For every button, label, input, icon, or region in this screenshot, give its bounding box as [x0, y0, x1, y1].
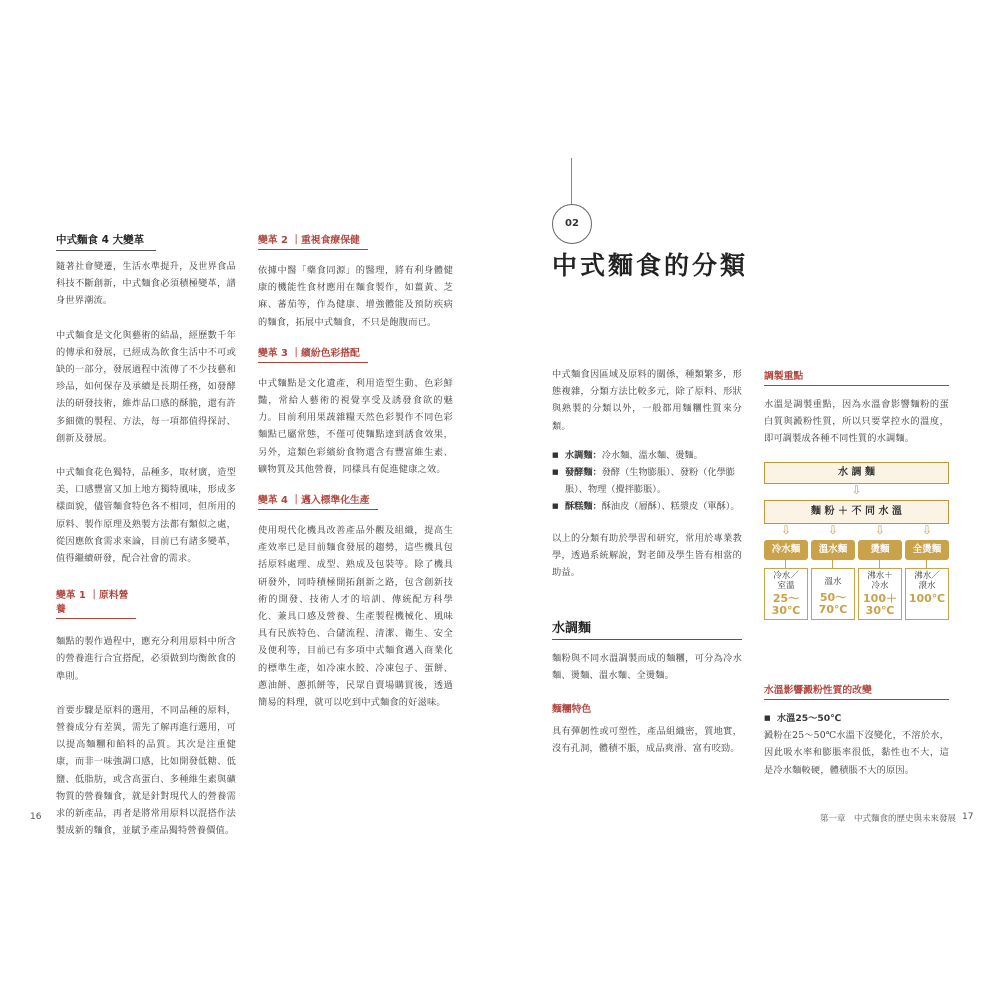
chapter-title: 中式麵食的分類: [552, 251, 749, 280]
temp-value: 100＋30℃: [863, 592, 897, 617]
arrow-down-icon: ⇩: [921, 523, 933, 537]
bullet-text: 酥油皮（層酥）、糕漿皮（單酥）。: [601, 501, 740, 513]
water-dough-diagram: [764, 462, 949, 642]
temp-cold: [764, 568, 808, 620]
chapter-number-circle: 02: [552, 204, 592, 244]
arrow-down-icon: ⇩: [780, 523, 792, 537]
right-column-2-lower: [764, 682, 949, 779]
change4-body: 使用現代化機具改善產品外觀及組織，提高生產效率已是目前麵食發展的趨勢，這些機具包括原料處理、成型、熟成及包裝等。除了機具研發外，同時積極開拓創新之路，包含創新技術的開發、技術人才的培訓、傳統配方科學化、兼具口感及營養、生產製程機械化、風味具有民族特色、合儲流程、清潔、衛生、安全及便利等，目前已有多項中式麵食邁入商業化的標準生產，如冷凍水餃、冷凍包子、蛋餅、蔥油餅、蔥抓餅等，民眾自賣場購買後，透過簡易的料理，就可以吃到中式麵食的好滋味。: [258, 525, 453, 709]
connector-row: [764, 560, 949, 568]
temp-label: 冷水／室溫: [773, 571, 799, 591]
diagram-top-box: 水 調 麵: [764, 462, 949, 484]
temp-effect-list: [764, 710, 949, 727]
change2-underline: [258, 249, 368, 250]
left-page-number: 16: [30, 812, 42, 822]
arrow-down-icon: ⇩: [851, 483, 862, 497]
right-page-number: 17: [962, 812, 974, 822]
right-column-1: [552, 366, 742, 757]
temp-hot: [858, 568, 902, 620]
bullet-text: 發酵（生物膨脹）、發粉（化學膨脹）、物理（攪拌膨脹）。: [565, 467, 735, 496]
change2-title: 變革 2 ｜重視食療保健: [258, 235, 360, 246]
bullet-label: 發酵麵：: [565, 467, 602, 479]
change1-paragraph-1: 麵點的製作過程中，應充分利用原料中所含的營養進行合宜搭配，必須做到均衡飲食的準則。: [56, 636, 236, 682]
classification-intro: 中式麵食因區域及原料的關係，種類繁多，形態複雜，分類方法比較多元，除了原料、形狀與熟製的分類以外，一般都用麵糰性質來分類。: [552, 369, 742, 432]
temp-label: 沸水＋冷水: [867, 571, 893, 591]
intro-paragraph-2: 中式麵食是文化與藝術的結晶，經歷數千年的傳承和發展，已經成為飲食生活中不可或缺的一部分，發展過程中流傳了不少技藝和珍品，如何保存及承續是長期任務，如發酵法的研發技術，維炸品口感的酥脆，還有許多細微的製程、方法，每一項都值得探討、創新及發展。: [56, 329, 236, 444]
type-warm-water: 溫水麵: [811, 540, 855, 560]
chapter-line: [571, 158, 572, 204]
bullet-text: 冷水麵、溫水麵、燙麵。: [601, 449, 703, 461]
change4-underline: [258, 509, 378, 510]
left-section-heading: [56, 232, 156, 251]
temp-effect-underline: [764, 699, 949, 700]
water-dough-body: 麵粉與不同水溫調製而成的麵糰，可分為冷水麵、燙麵、溫水麵、全燙麵。: [552, 653, 742, 682]
change3-body: 中式麵點是文化遺產，利用造型生動、色彩鮮豔，常給人藝術的視覺享受及誘發食欲的魅力。目前利用果蔬雜糧天然色彩製作不同色彩麵點已屬常態，不僅可使麵點達到誘食效果，另外，這類色彩繽紛食物還含有豐富維生素、礦物質及其他營養，同樣具有促進健康之效。: [258, 377, 453, 475]
bullet-label: 酥糕麵：: [565, 501, 602, 513]
list-item: [552, 498, 742, 515]
list-item: [764, 710, 949, 727]
temp-label: 溫水: [824, 577, 842, 587]
connector-line: [785, 560, 786, 568]
temp-value: 25～30℃: [771, 592, 801, 617]
key-points-underline: [764, 385, 949, 386]
left-column-2: [258, 232, 453, 711]
right-column-2: [764, 368, 949, 448]
intro-paragraph-1: 隨著社會變遷，生活水準提升，及世界食品科技不斷創新，中式麵食必須積極變革，譜身世界潮流。: [56, 261, 236, 307]
change1-paragraph-2: 首要步驟是原料的選用，不同品種的原料，營養成分有差異，需先了解再進行選用，可以提高麵糰和餡料的品質。其次是注重健康，而非一味強調口感，比如開發低糖、低鹽、低脂肪，或含高蛋白、多種維生素與礦物質的營養麵食，就是針對現代人的營養需求的新產品，再者是將常用原料以混搭作法製成新的麵食，並賦予產品獨特營養價值。: [56, 704, 236, 837]
classification-summary: 以上的分類有助於學習和研究，常用於專業教學，透過系統解說，對老師及學生皆有相當的助益。: [552, 532, 742, 579]
intro-paragraph-3: 中式麵食花色獨特，品種多，取材廣，造型美，口感豐富又加上地方獨特風味，形成多樣面貌，儘管麵食特色各不相同，但所用的原料、製作原理及熟製方法都有類似之處，從因應飲食需求來論，目前已有諸多變革，值得繼續研發，配合社會的需求。: [56, 467, 236, 565]
temp-label: 沸水／滾水: [914, 571, 940, 591]
temp-value: 50～70℃: [818, 591, 848, 616]
dough-characteristics-title: 麵糰特色: [552, 703, 592, 715]
connector-line: [926, 560, 927, 568]
temp-effect-body: 澱粉在25～50℃水溫下沒變化，不溶於水，因此吸水率和膨脹率很低，黏性也不大，這是冷水麵較硬，體積脹不大的原因。: [764, 730, 949, 776]
type-full-hot-water: 全燙麵: [905, 540, 949, 560]
temp-value: 100℃: [908, 592, 946, 605]
bullet-label: 水溫25～50℃: [777, 713, 842, 724]
temp-effect-title: 水溫影響澱粉性質的改變: [764, 685, 872, 696]
arrow-down-icon: ⇩: [827, 523, 839, 537]
left-column-1: [56, 258, 236, 839]
change2-body: 依據中醫「藥食同源」的醫理，將有利身體健康的機能性食材應用在麵食製作，如薑黃、芝麻、蕃茄等，作為健康、增強體能及預防疾病的麵食，拓展中式麵食，不只是飽腹而已。: [258, 265, 453, 328]
connector-line: [879, 560, 880, 568]
change4-title: 變革 4 ｜邁入標準化生產: [258, 495, 370, 507]
running-footer: 第一章 中式麵食的歷史與未來發展: [820, 814, 957, 824]
change3-title: 變革 3 ｜繽紛色彩搭配: [258, 347, 360, 359]
key-points-title: 調製重點: [764, 371, 804, 382]
section-title: 中式麵食 4 大變革: [56, 232, 156, 251]
list-item: [552, 464, 742, 498]
bullet-label: 水調麵：: [565, 449, 602, 461]
change3-underline: [258, 362, 368, 363]
temp-boiling: [905, 568, 949, 620]
diagram-mid-box: 麵 粉 ＋ 不 同 水 溫: [764, 500, 949, 524]
connector-line: [832, 560, 833, 568]
dough-characteristics-body: 具有彈韌性或可塑性，產品組織密，質地實，沒有孔洞，體積不脹，成品爽滑、富有咬勁。: [552, 725, 742, 754]
change1-title: 變革 1 ｜原料營養: [56, 587, 136, 619]
type-hot-water: 燙麵: [858, 540, 902, 560]
classification-list: [552, 447, 742, 516]
type-cold-water: 冷水麵: [764, 540, 808, 560]
arrow-down-icon: ⇩: [874, 523, 886, 537]
key-points-body: 水溫是調製重點，因為水溫會影響麵粉的蛋白質與澱粉性質，所以只要掌控水的溫度，即可調製成各種不同性質的水調麵。: [764, 399, 949, 445]
list-item: [552, 447, 742, 464]
temp-warm: [811, 568, 855, 620]
water-dough-title: 水調麵: [552, 617, 742, 640]
